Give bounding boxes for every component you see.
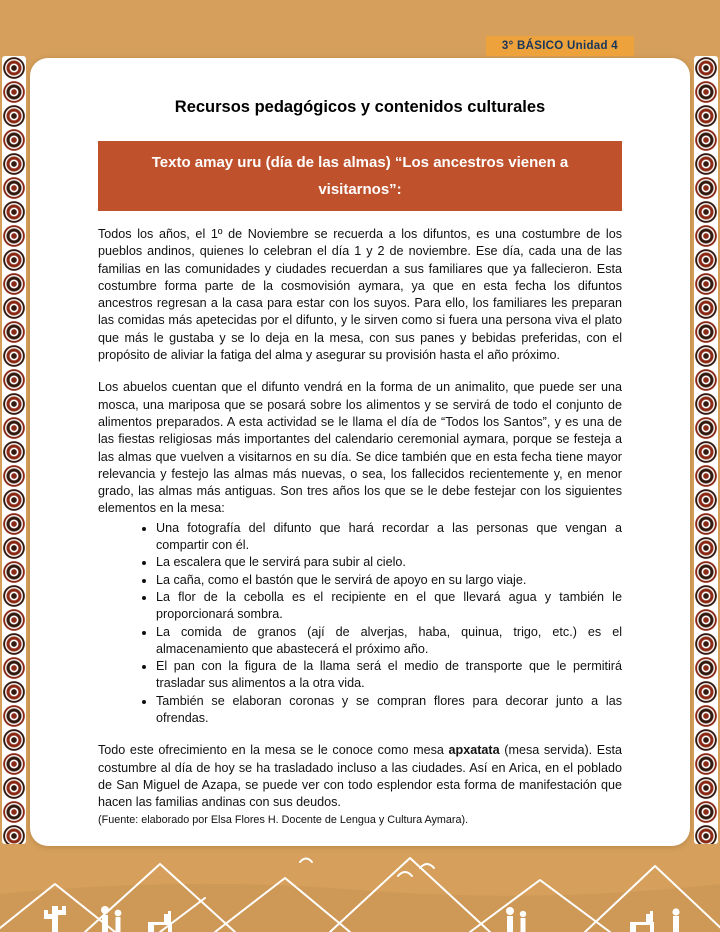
right-ornament-border (694, 56, 718, 844)
closing-text-end: (mesa servida). Esta costumbre al día de hoy se ha trasladado incluso a las ciudades. Así en Arica, en el poblado de San Miguel de Azapa, se puede ver con todo esplendor esta forma de manifestación que hacen las familias andinas con sus deudos. (98, 743, 623, 810)
paragraph-beliefs: Los abuelos cuentan que el difunto vendrá en la forma de un animalito, que puede ser una mosca, una mariposa que se posará sobre los alimentos y se servirá de todo el conjunto de alimentos preparados. A esta actividad se le llama el día de “Todos los Santos”, y es una de las fiestas religiosas más importantes del calendario ceremonial aymara, porque se festeja a las almas que vuelven a visitarnos en su día. Se dice también que en esta fecha tiene mayor relevancia y festejo las almas más nuevas, o sea, los fallecidos recientemente y, en menor grado, las almas más antiguas. Son tres años los que se le debe festejar con los siguientes elementos en la mesa: (98, 380, 622, 516)
andean-landscape-illustration (0, 836, 720, 932)
content-card (30, 58, 690, 846)
closing-text-start: Todo este ofrecimiento en la mesa se le conoce como mesa (98, 743, 449, 758)
list-item: • También se elaboran coronas y se compran flores para decorar junto a las ofrendas. (156, 693, 622, 728)
section-banner-title: Texto amay uru (día de las almas) “Los ancestros vienen a visitarnos”: (151, 154, 569, 198)
source-note: (Fuente: elaborado por Elsa Flores H. Docente de Lengua y Cultura Aymara). (98, 813, 469, 826)
page-title: Recursos pedagógicos y contenidos culturales (174, 98, 546, 116)
offerings-list (98, 520, 622, 728)
list-item: • La comida de granos (ají de alverjas, haba, quinua, trigo, etc.) es el almacenamiento que abastecerá el próximo año. (156, 624, 622, 659)
list-item: • Una fotografía del difunto que hará recordar a las personas que vengan a compartir con él. (156, 520, 622, 555)
paragraph-customs: Todos los años, el 1º de Noviembre se recuerda a los difuntos, es una costumbre de los pueblos andinos, quienes lo celebran el día 1 y 2 de noviembre. Ese día, cada una de las familias en las comunidades y ciudades recuerdan a sus familiares que ya fallecieron. Esta costumbre forma parte de la cosmovisión aymara, ya que en esta fecha los difuntos ancestros regresan a la casa para estar con los suyos. Para ello, los familiares les preparan las comidas más apetecidas por el difunto, y le sirven como si fuera una persona viva el plato que más le gustaba y se lo deja en la mesa, con sus panes y bebidas preferidas, con el propósito de aliviar la fatiga del alma y asegurar su provisión hasta el año próximo. (98, 227, 622, 363)
list-item: • La caña, como el bastón que le servirá de apoyo en su largo viaje. (156, 572, 622, 589)
list-item: • El pan con la figura de la llama será el medio de transporte que le permitirá trasladar sus alimentos a la otra vida. (156, 658, 622, 693)
list-item: • La escalera que le servirá para subir al cielo. (156, 554, 622, 571)
unit-badge: 3° BÁSICO Unidad 4 (486, 36, 634, 56)
section-banner (98, 141, 622, 211)
apxatata-term: apxatata (448, 743, 500, 758)
left-ornament-border (2, 56, 26, 844)
paragraph-closing (98, 742, 622, 811)
list-item: • La flor de la cebolla es el recipiente en el que llevará agua y también le proporcionará sombra. (156, 589, 622, 624)
